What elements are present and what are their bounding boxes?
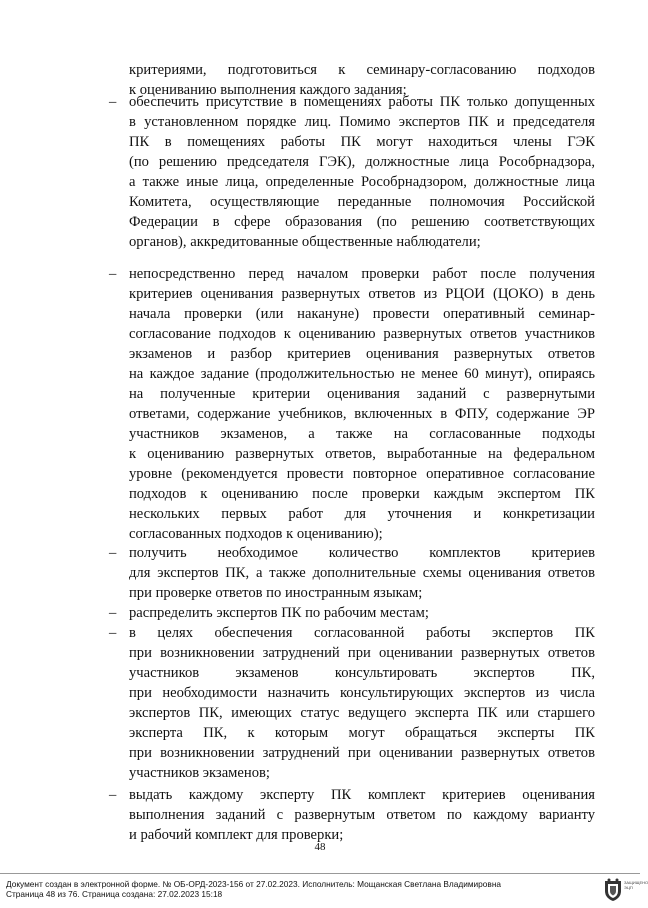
text-line: эксперта ПК, к которым могут обращаться эксперты ПК <box>129 725 595 741</box>
text-line: при возникновении затруднений при оценивании развернутых ответов <box>129 645 595 661</box>
text-line: ответами, содержание учебников, включенных в ФПУ, содержание ЭР <box>129 406 595 422</box>
text-line: к оцениванию выполнения каждого задания; <box>129 82 407 98</box>
text-line: при проверке ответов по иностранным языкам; <box>129 585 423 601</box>
footer-page-info: Страница 48 из 76. Страница создана: 27.02.2023 15:18 <box>6 889 223 899</box>
page-number: 48 <box>314 841 326 853</box>
text-line: участников экзаменов, а также на согласованные подходы <box>129 426 595 442</box>
text-line: органов), аккредитованные общественные наблюдатели; <box>129 234 481 250</box>
text-line: критериями, подготовиться к семинару-согласованию подходов <box>129 62 595 78</box>
text-line: ПК в помещениях работы ПК могут находиться члены ГЭК <box>129 134 595 150</box>
text-line: на каждое задание (продолжительностью не менее 60 минут), опираясь <box>129 366 595 382</box>
bullet-dash: – <box>109 545 117 561</box>
text-line: выполнения заданий с развернутым ответом по каждому варианту <box>129 807 595 823</box>
bullet-dash: – <box>109 266 117 282</box>
text-line: согласование подходов к оцениванию развернутых ответов участников <box>129 326 595 342</box>
text-line: непосредственно перед началом проверки работ после получения <box>129 266 595 282</box>
text-line: получить необходимое количество комплектов критериев <box>129 545 595 561</box>
text-line: (по решению председателя ГЭК), должностные лица Рособрнадзора, <box>129 154 595 170</box>
text-line: а также иные лица, определенные Рособрнадзором, должностные лица <box>129 174 595 190</box>
text-line: при возникновении затруднений при оценивании развернутых ответов <box>129 745 595 761</box>
document-footer <box>0 873 648 906</box>
text-line: для экспертов ПК, а также дополнительные схемы оценивания ответов <box>129 565 595 581</box>
text-line: экзаменов и разбор критериев оценивания развернутых ответов <box>129 346 595 362</box>
text-line: подходов к оцениванию после проверки каждым экспертом ПК <box>129 486 595 502</box>
text-line: к оцениванию развернутых ответов, выработанные на федеральном <box>129 446 595 462</box>
text-line: при необходимости назначить консультирующих экспертов из числа <box>129 685 595 701</box>
text-line: участников экзаменов; <box>129 765 270 781</box>
bullet-dash: – <box>109 605 117 621</box>
text-line: согласованных подходов к оцениванию); <box>129 526 383 542</box>
text-line: Комитета, осуществляющие переданные полномочия Российской <box>129 194 595 210</box>
text-line: экспертов ПК, имеющих статус ведущего эксперта ПК или старшего <box>129 705 595 721</box>
text-line: участников экзаменов консультировать экспертов ПК, <box>129 665 595 681</box>
text-line: в установленном порядке лиц. Помимо экспертов ПК и председателя <box>129 114 595 130</box>
footer-document-info: Документ создан в электронной форме. № ОБ-ОРД-2023-156 от 27.02.2023. Исполнитель: Мощанская Светлана Владимировна <box>6 879 502 889</box>
emblem-caption: ЗАЩИЩЕНО ЭЦП <box>624 880 648 890</box>
bullet-dash: – <box>109 787 117 803</box>
text-line: и рабочий комплект для проверки; <box>129 827 344 843</box>
text-line: уровне (рекомендуется провести повторное оперативное согласование <box>129 466 595 482</box>
text-line: критериев оценивания развернутых ответов из РЦОИ (ЦОКО) в день <box>129 286 595 302</box>
text-line: в целях обеспечения согласованной работы экспертов ПК <box>129 625 595 641</box>
coat-of-arms-icon <box>600 877 626 903</box>
text-line: начала проверки (или накануне) провести оперативный семинар- <box>129 306 595 322</box>
bullet-dash: – <box>109 625 117 641</box>
text-line: обеспечить присутствие в помещениях работы ПК только допущенных <box>129 94 595 110</box>
text-line: на полученные критерии оценивания заданий с развернутыми <box>129 386 595 402</box>
text-line: Федерации в сфере образования (по решению соответствующих <box>129 214 595 230</box>
bullet-dash: – <box>109 94 117 110</box>
text-line: нескольких первых работ для уточнения и конкретизации <box>129 506 595 522</box>
text-line: выдать каждому эксперту ПК комплект критериев оценивания <box>129 787 595 803</box>
text-line: распределить экспертов ПК по рабочим местам; <box>129 605 429 621</box>
